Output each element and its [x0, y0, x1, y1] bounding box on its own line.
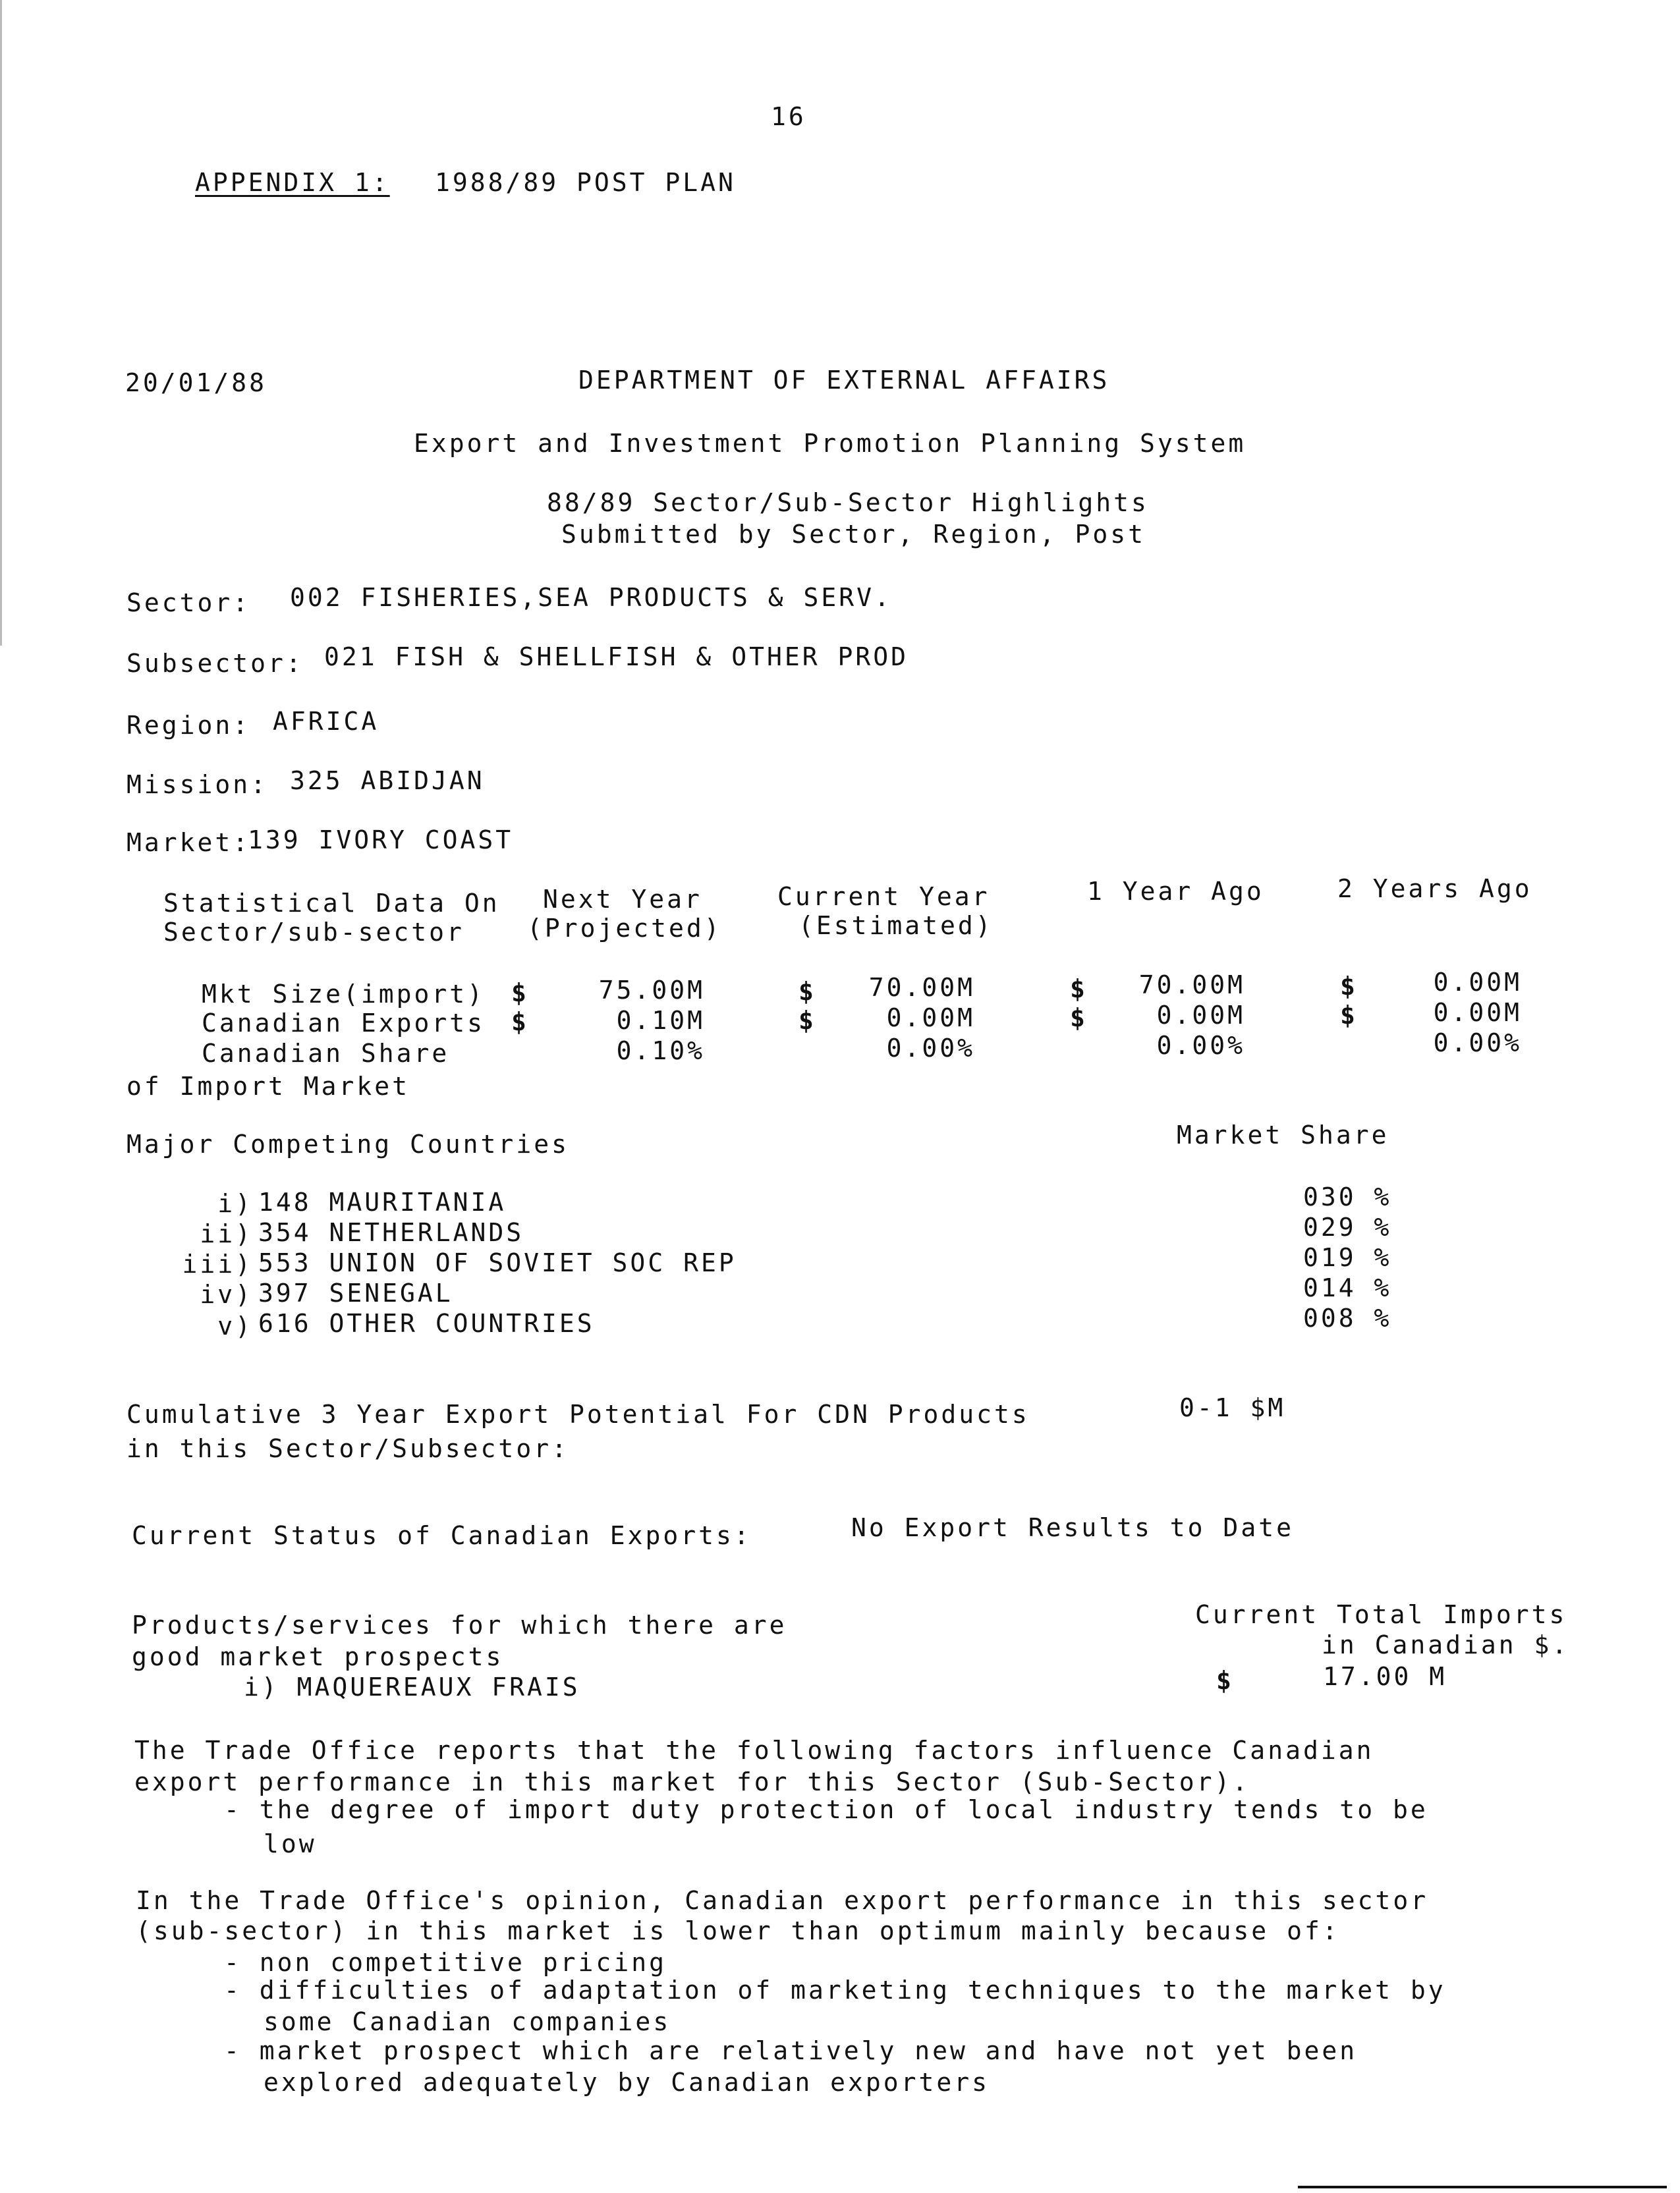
- list-item-share: 014 %: [1303, 1273, 1392, 1302]
- opinion-bullet2: - difficulties of adaptation of marketing techniques to the market by: [224, 1976, 1446, 2005]
- row-label-mkt-size: Mkt Size(import): [202, 980, 486, 1009]
- opinion-bullet2-cont: some Canadian companies: [264, 2007, 671, 2036]
- products-line2: good market prospects: [132, 1642, 504, 1671]
- page-bottom-rule: [1298, 2186, 1667, 2188]
- appendix-label: APPENDIX 1:: [195, 168, 390, 197]
- sector-label: Sector:: [126, 588, 251, 617]
- cell-share-next: 0.10%: [616, 1036, 705, 1065]
- factors-bullet1: - the degree of import duty protection of local industry tends to be: [224, 1795, 1428, 1824]
- competing-title: Major Competing Countries: [126, 1130, 569, 1159]
- current-status-label: Current Status of Canadian Exports:: [132, 1521, 752, 1550]
- market-label: Market:: [126, 828, 251, 857]
- currency-symbol: $: [1216, 1666, 1234, 1695]
- row-label-import-market: of Import Market: [126, 1072, 410, 1101]
- subsector-label: Subsector:: [126, 649, 304, 678]
- cell-mkt-size-next: 75.00M: [598, 976, 705, 1005]
- sector-value: 002 FISHERIES,SEA PRODUCTS & SERV.: [290, 583, 892, 612]
- factors-line1: The Trade Office reports that the following factors influence Canadian: [134, 1736, 1374, 1765]
- page-number: 16: [771, 102, 806, 131]
- list-item-number: iii): [182, 1250, 253, 1279]
- imports-header-line1: Current Total Imports: [1195, 1600, 1567, 1629]
- market-value: 139 IVORY COAST: [248, 825, 514, 854]
- col-header-next-year: Next Year: [543, 885, 702, 914]
- col-header-1-year-ago: 1 Year Ago: [1087, 877, 1264, 906]
- export-potential-line1: Cumulative 3 Year Export Potential For CDN Products: [126, 1400, 1030, 1429]
- export-potential-value: 0-1 $M: [1179, 1393, 1286, 1422]
- list-item-number: iv): [200, 1280, 253, 1309]
- currency-symbol: $: [511, 978, 529, 1007]
- col-header-current-year: Current Year: [777, 882, 990, 911]
- opinion-line1: In the Trade Office's opinion, Canadian export performance in this sector: [136, 1886, 1429, 1915]
- cell-exports-current: 0.00M: [886, 1003, 975, 1032]
- cell-exports-2ago: 0.00M: [1433, 998, 1522, 1027]
- list-item-share: 019 %: [1303, 1243, 1392, 1272]
- list-item-country: 553 UNION OF SOVIET SOC REP: [258, 1248, 737, 1277]
- report-date: 20/01/88: [125, 368, 267, 397]
- factors-line2: export performance in this market for this Sector (Sub-Sector).: [134, 1767, 1250, 1796]
- mission-label: Mission:: [126, 770, 269, 799]
- opinion-line2: (sub-sector) in this market is lower than optimum mainly because of:: [136, 1916, 1340, 1945]
- products-line1: Products/services for which there are: [132, 1611, 787, 1640]
- currency-symbol: $: [1340, 972, 1358, 1001]
- highlights-title: 88/89 Sector/Sub-Sector Highlights: [547, 488, 1149, 517]
- list-item-share: 029 %: [1303, 1213, 1392, 1242]
- imports-value: 17.00 M: [1323, 1662, 1447, 1691]
- department-name: DEPARTMENT OF EXTERNAL AFFAIRS: [578, 366, 1110, 395]
- system-title: Export and Investment Promotion Planning System: [414, 429, 1246, 458]
- currency-symbol: $: [1070, 1003, 1088, 1032]
- market-share-header: Market Share: [1177, 1121, 1389, 1150]
- currency-symbol: $: [511, 1007, 529, 1036]
- row-label-canadian-exports: Canadian Exports: [202, 1009, 486, 1038]
- currency-symbol: $: [798, 1006, 816, 1035]
- mission-value: 325 ABIDJAN: [290, 766, 485, 795]
- cell-share-2ago: 0.00%: [1433, 1028, 1522, 1057]
- list-item-share: 008 %: [1303, 1304, 1392, 1333]
- list-item-country: 148 MAURITANIA: [258, 1188, 507, 1217]
- appendix-title: 1988/89 POST PLAN: [435, 168, 736, 197]
- scan-edge-line: [0, 0, 2, 646]
- factors-bullet1-cont: low: [264, 1829, 317, 1858]
- cell-share-current: 0.00%: [886, 1034, 975, 1063]
- list-item-country: 397 SENEGAL: [258, 1279, 453, 1308]
- opinion-bullet3-cont: explored adequately by Canadian exporters: [264, 2068, 990, 2097]
- cell-mkt-size-2ago: 0.00M: [1433, 968, 1522, 997]
- col-header-2-years-ago: 2 Years Ago: [1337, 874, 1532, 903]
- list-item-country: 354 NETHERLANDS: [258, 1218, 524, 1247]
- opinion-bullet1: - non competitive pricing: [224, 1948, 667, 1977]
- export-potential-line2: in this Sector/Subsector:: [126, 1434, 569, 1463]
- list-item-number: v): [217, 1312, 253, 1341]
- cell-share-1ago: 0.00%: [1156, 1031, 1245, 1060]
- current-status-value: No Export Results to Date: [851, 1513, 1294, 1542]
- currency-symbol: $: [798, 977, 816, 1006]
- stats-header-left-2: Sector/sub-sector: [163, 918, 464, 947]
- list-item-country: 616 OTHER COUNTRIES: [258, 1309, 595, 1338]
- highlights-subtitle: Submitted by Sector, Region, Post: [561, 520, 1146, 549]
- cell-mkt-size-current: 70.00M: [868, 973, 975, 1002]
- list-item-number: i): [217, 1189, 253, 1218]
- cell-exports-next: 0.10M: [616, 1006, 705, 1035]
- region-label: Region:: [126, 711, 251, 740]
- stats-header-left-1: Statistical Data On: [163, 889, 500, 918]
- products-item: i) MAQUEREAUX FRAIS: [244, 1673, 580, 1702]
- currency-symbol: $: [1070, 974, 1088, 1003]
- row-label-canadian-share: Canadian Share: [202, 1039, 450, 1068]
- list-item-number: ii): [200, 1219, 253, 1248]
- imports-header-line2: in Canadian $.: [1322, 1630, 1570, 1659]
- cell-exports-1ago: 0.00M: [1156, 1001, 1245, 1030]
- col-header-estimated: (Estimated): [798, 911, 994, 940]
- list-item-share: 030 %: [1303, 1182, 1392, 1211]
- cell-mkt-size-1ago: 70.00M: [1138, 970, 1245, 999]
- col-header-projected: (Projected): [527, 914, 722, 943]
- opinion-bullet3: - market prospect which are relatively new and have not yet been: [224, 2036, 1358, 2065]
- subsector-value: 021 FISH & SHELLFISH & OTHER PROD: [324, 642, 909, 671]
- currency-symbol: $: [1340, 1001, 1358, 1030]
- region-value: AFRICA: [273, 707, 379, 736]
